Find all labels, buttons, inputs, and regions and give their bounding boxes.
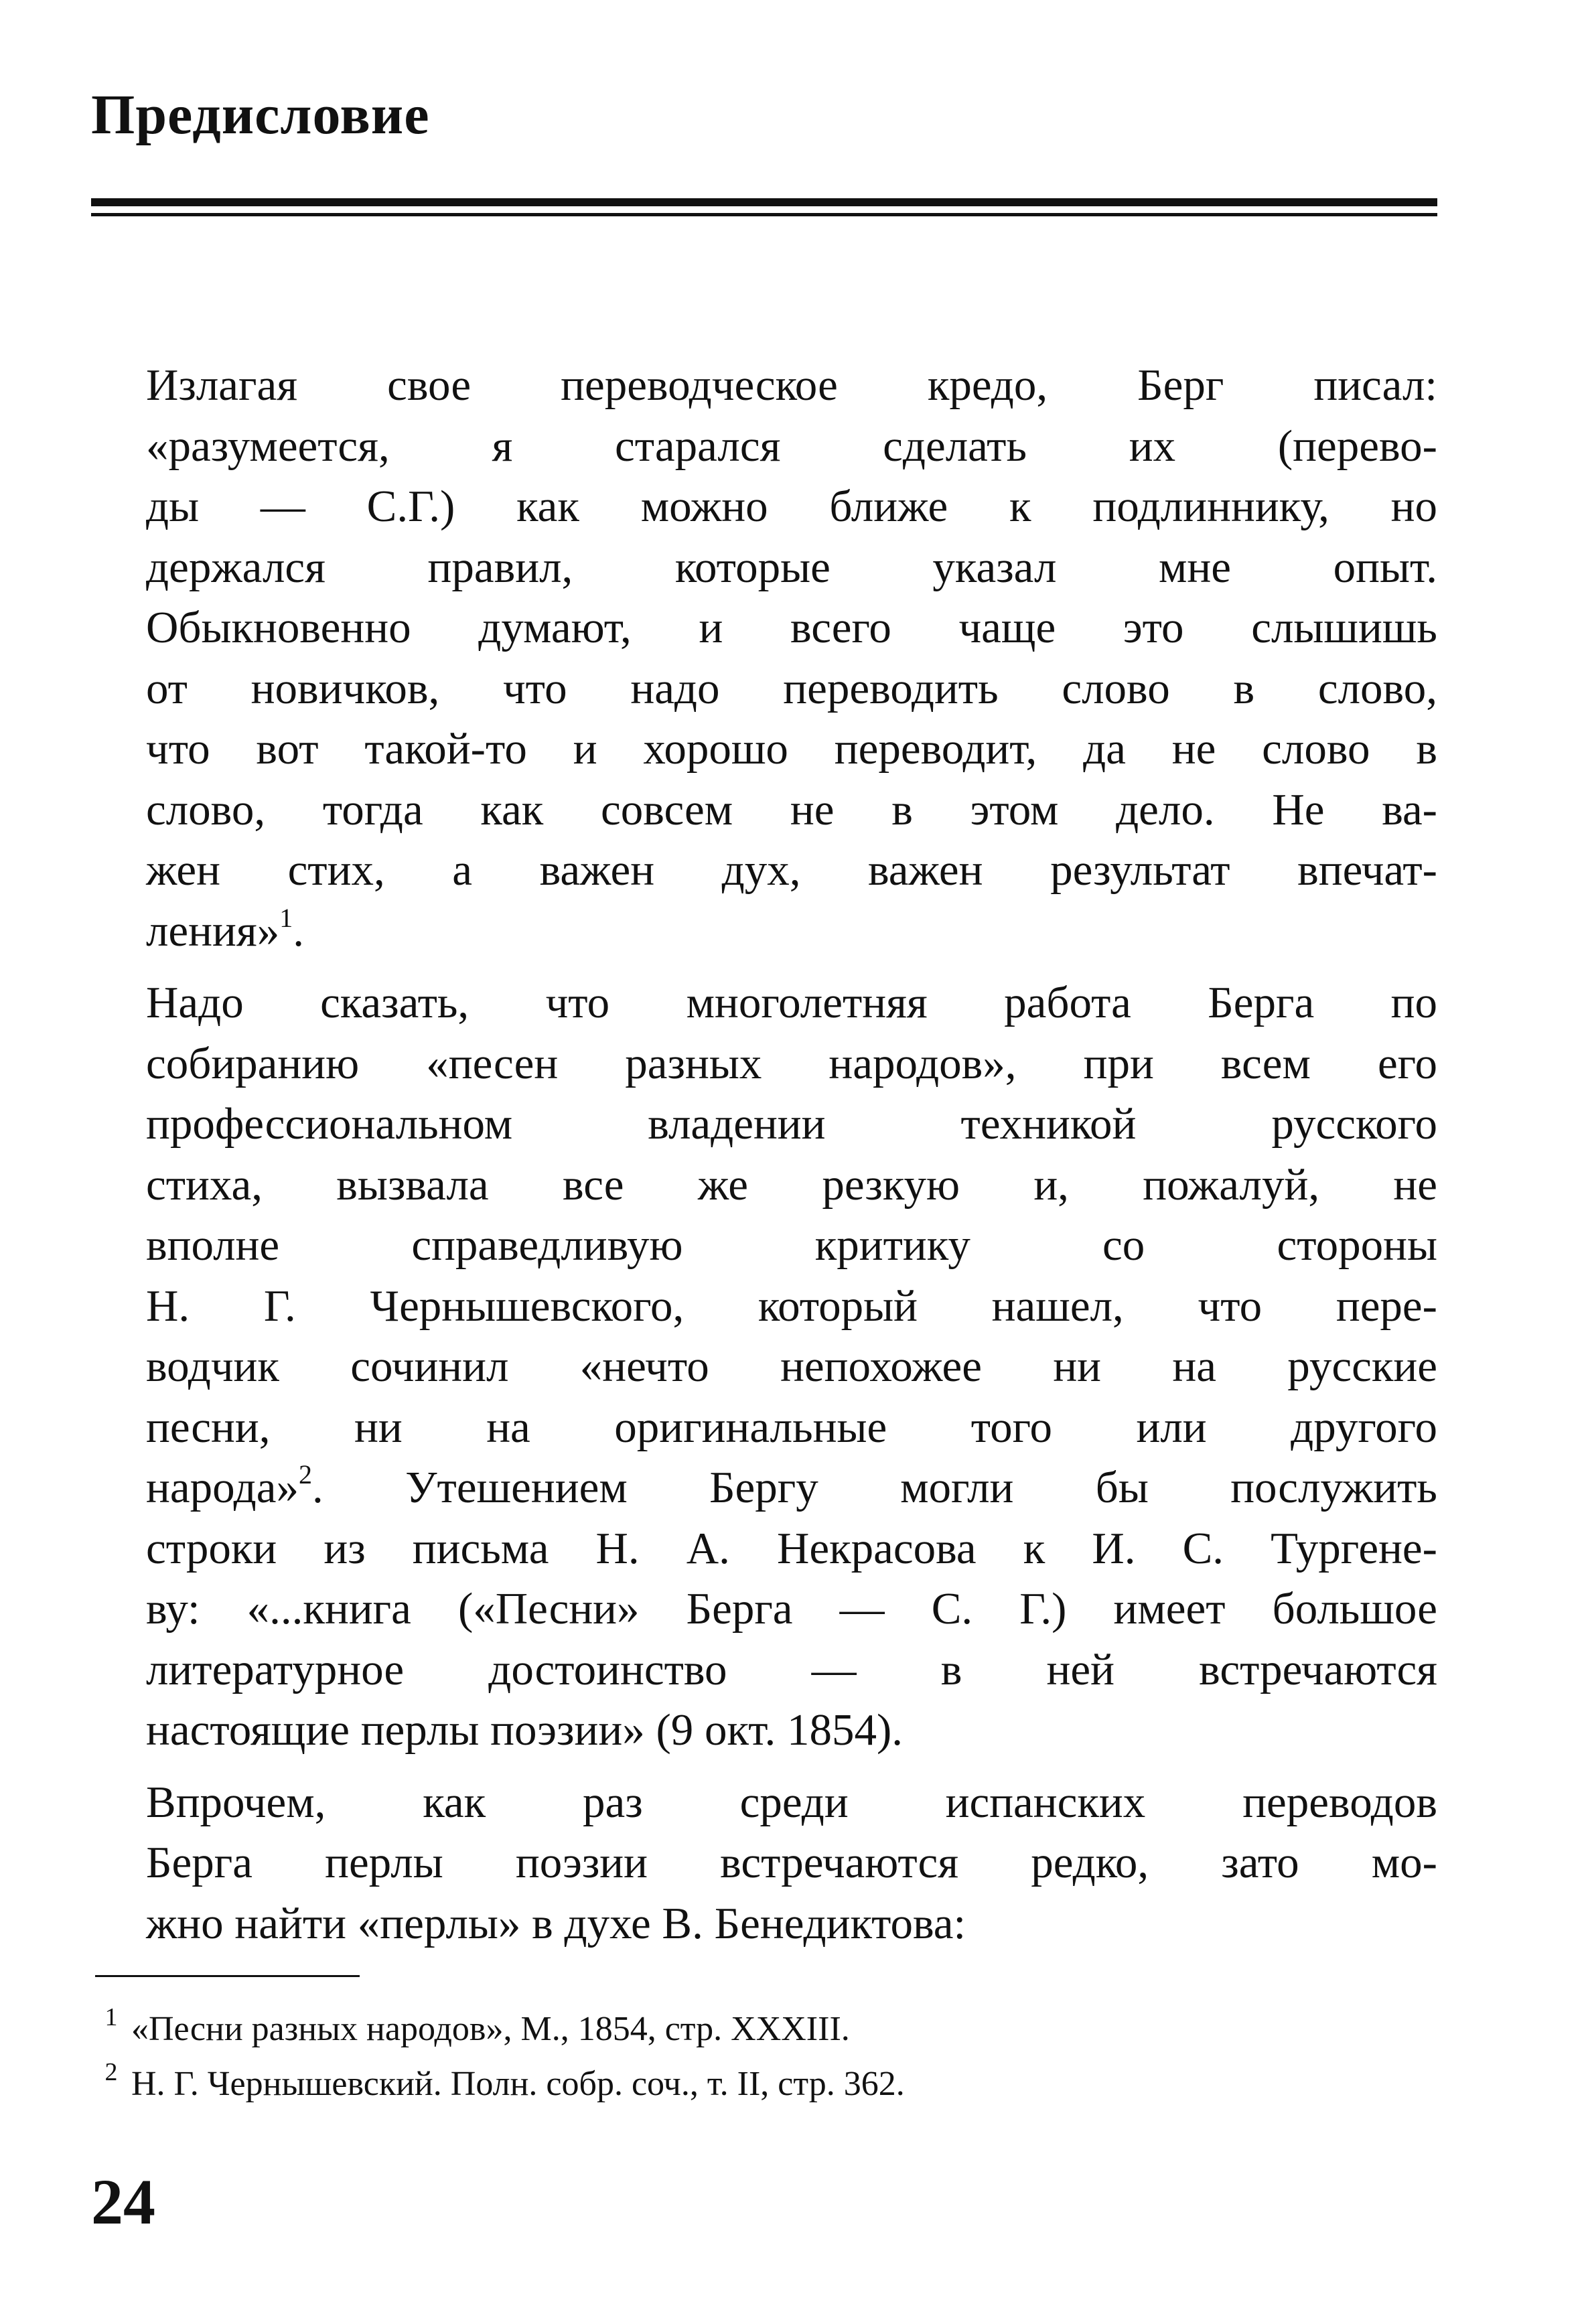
header-rule-thin xyxy=(91,213,1437,216)
page-number: 24 xyxy=(91,2166,155,2238)
text-line: держался правил, которые указал мне опыт. xyxy=(146,542,1437,592)
footnote-2 xyxy=(91,2051,1437,2106)
footnote-reference: 1 xyxy=(279,902,293,933)
footnote-1 xyxy=(91,1996,1437,2051)
text-line: стиха, вызвала все же резкую и, пожалуй, не xyxy=(146,1159,1437,1210)
text-line: собиранию «песен разных народов», при всем его xyxy=(146,1038,1437,1088)
text-line: жно найти «перлы» в духе В. Бенедиктова: xyxy=(146,1898,966,1948)
text-line: ву: «...книга («Песни» Берга — С. Г.) имеет большое xyxy=(146,1584,1437,1633)
footnote-text: Н. Г. Чернышевский. Полн. собр. соч., т. II, стр. 362. xyxy=(131,2065,905,2103)
text-line: Надо сказать, что многолетняя работа Берга по xyxy=(146,978,1437,1027)
text-line: Обыкновенно думают, и всего чаще это слышишь xyxy=(146,603,1437,652)
footnote-mark: 2 xyxy=(104,2058,118,2086)
body-text xyxy=(91,355,1437,1965)
text-line: ды — С.Г.) как можно ближе к подлиннику, но xyxy=(146,482,1437,531)
text-line xyxy=(91,1457,1437,1518)
footnote-text: «Песни разных народов», М., 1854, стр. XXXIII. xyxy=(131,2010,850,2048)
text-line: Излагая свое переводческое кредо, Берг писал: xyxy=(146,360,1437,410)
text-line: профессиональном владении техникой русского xyxy=(146,1099,1437,1149)
paragraph-3 xyxy=(91,1772,1437,1954)
section-title: Предисловие xyxy=(91,84,430,146)
footnote-mark: 1 xyxy=(104,2003,118,2031)
text-fragment: ления» xyxy=(146,905,280,956)
text-line: Впрочем, как раз среди испанских переводов xyxy=(146,1777,1437,1827)
footnote-divider xyxy=(95,1975,360,1977)
text-line: жен стих, а важен дух, важен результат впечат- xyxy=(146,845,1437,895)
header-rule-thick xyxy=(91,198,1437,206)
footnotes xyxy=(91,1996,1437,2106)
text-line: Берга перлы поэзии встречаются редко, зато мо- xyxy=(146,1838,1437,1887)
text-line: песни, ни на оригинальные того или другого xyxy=(146,1402,1437,1452)
text-line: от новичков, что надо переводить слово в слово, xyxy=(146,663,1437,713)
page-header xyxy=(91,84,1437,146)
text-line: «разумеется, я старался сделать их (перево- xyxy=(146,421,1437,471)
text-line: строки из письма Н. А. Некрасова к И. С. Тургене- xyxy=(146,1523,1437,1573)
text-line: настоящие перлы поэзии» (9 окт. 1854). xyxy=(146,1705,904,1755)
text-line: Н. Г. Чернышевского, который нашел, что пере- xyxy=(146,1281,1437,1331)
text-line: что вот такой-то и хорошо переводит, да не слово в xyxy=(146,724,1437,774)
text-fragment: . xyxy=(293,905,304,956)
paragraph-2 xyxy=(91,972,1437,1761)
text-line: водчик сочинил «нечто непохожее ни на русские xyxy=(146,1341,1437,1391)
paragraph-1 xyxy=(91,355,1437,961)
text-line: слово, тогда как совсем не в этом дело. Не ва- xyxy=(146,784,1437,834)
footnote-reference: 2 xyxy=(299,1459,312,1490)
text-line: литературное достоинство — в ней встречаются xyxy=(146,1644,1437,1694)
text-fragment: . Утешением Бергу могли бы послужить xyxy=(312,1463,1437,1512)
text-fragment: народа» xyxy=(146,1463,299,1512)
text-line: вполне справедливую критику со стороны xyxy=(146,1220,1437,1270)
text-line xyxy=(91,901,1437,962)
